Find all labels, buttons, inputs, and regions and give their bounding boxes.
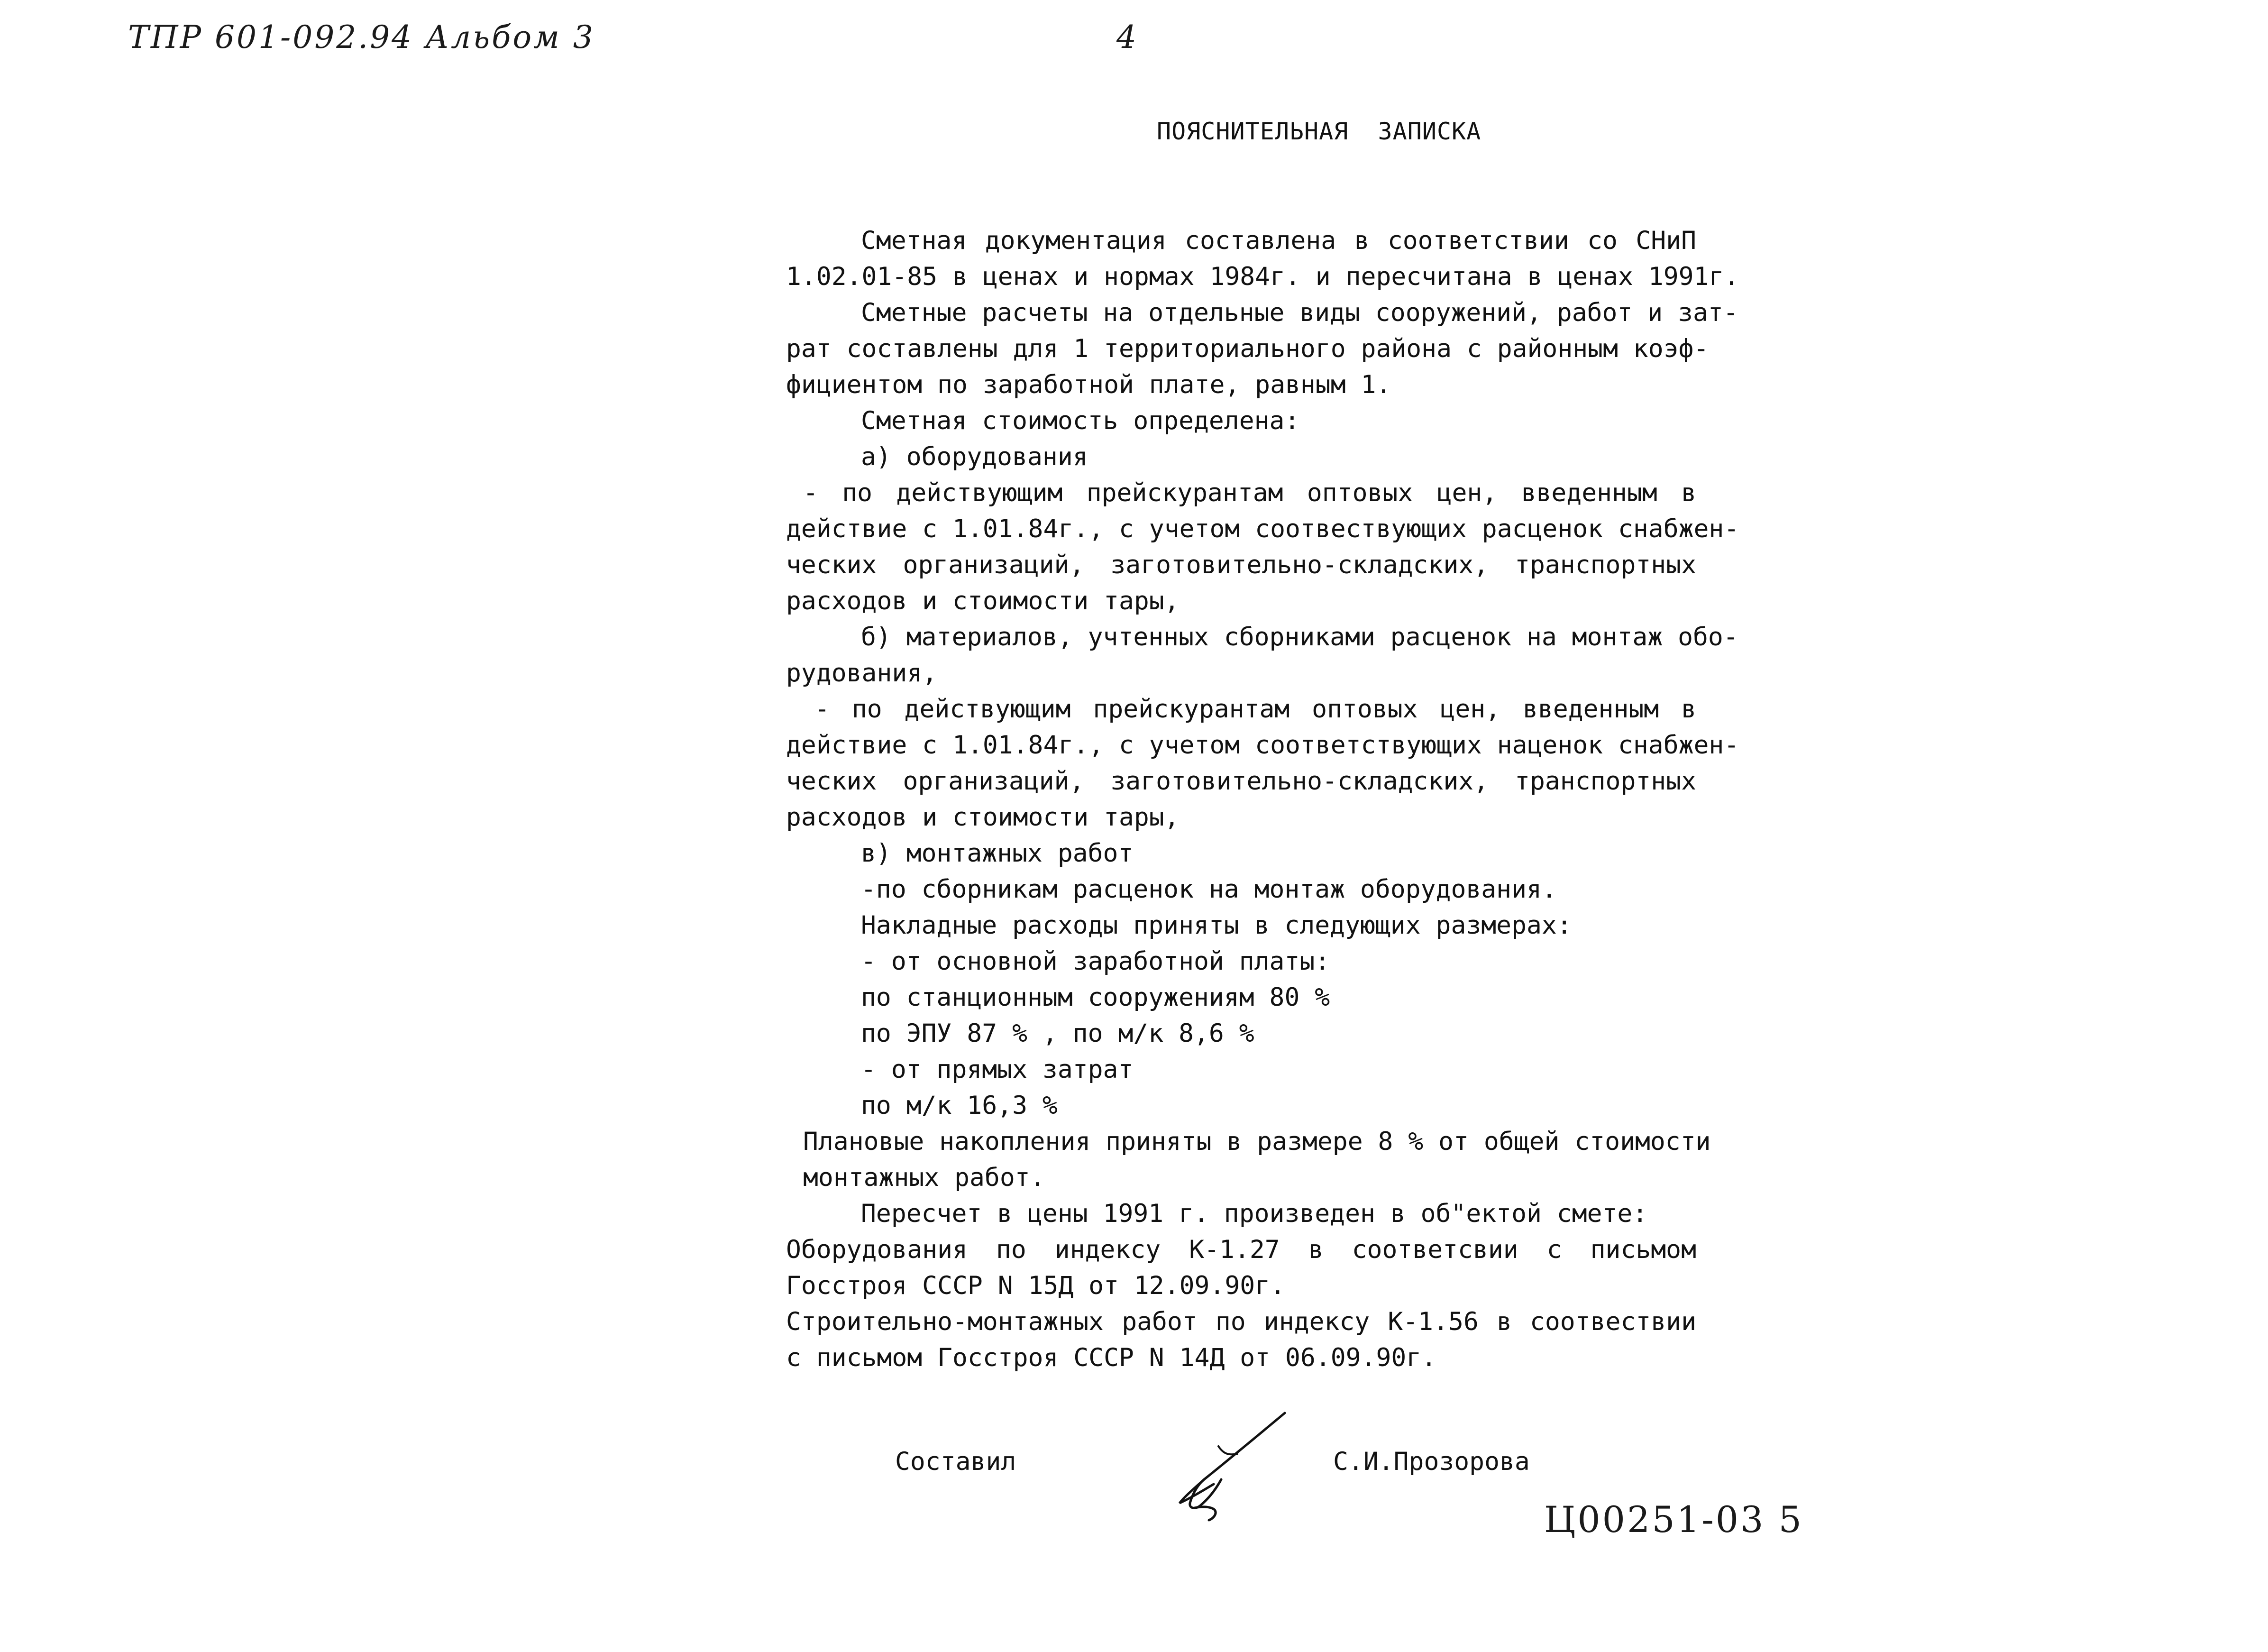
text-line: Сметные расчеты на отдельные виды сооружений, работ и зат- — [861, 298, 1738, 327]
text-line: Накладные расходы приняты в следующих размерах: — [861, 911, 1572, 940]
text-line: Оборудования по индексу К-1.27 в соответсвии с письмом — [786, 1235, 1696, 1264]
text-line: по ЭПУ 87 % , по м/к 8,6 % — [861, 1019, 1254, 1048]
text-line: действие с 1.01.84г., с учетом соответствующих наценок снабжен- — [786, 731, 1739, 760]
text-line: Плановые накопления приняты в размере 8 % от общей стоимости — [803, 1127, 1711, 1156]
text-line: расходов и стоимости тары, — [786, 803, 1180, 832]
text-line: - от основной заработной платы: — [861, 947, 1330, 976]
text-line: Сметная стоимость определена: — [861, 406, 1300, 435]
text-line: монтажных работ. — [803, 1163, 1045, 1192]
text-line: а) оборудования — [861, 442, 1088, 471]
text-line: 1.02.01-85 в ценах и нормах 1984г. и пересчитана в ценах 1991г. — [786, 262, 1739, 291]
text-line: рудования, — [786, 659, 938, 688]
text-line: Госстроя СССР N 15Д от 12.09.90г. — [786, 1271, 1285, 1300]
text-line: ческих организаций, заготовительно-складских, транспортных — [786, 767, 1696, 796]
text-line: Сметная документация составлена в соответствии со СНиП — [861, 226, 1696, 255]
text-line: - от прямых затрат — [861, 1055, 1134, 1084]
text-line: - по действующим прейскурантам оптовых цен, введенным в — [814, 695, 1696, 724]
archive-code: Ц00251-03 5 — [1544, 1498, 1803, 1541]
compiled-by-label: Составил — [895, 1447, 1016, 1476]
text-line: по м/к 16,3 % — [861, 1091, 1058, 1120]
text-line: Строительно-монтажных работ по индексу К-1.56 в соотвествии — [786, 1307, 1696, 1336]
text-line: ческих организаций, заготовительно-складских, транспортных — [786, 551, 1696, 579]
text-line: -по сборникам расценок на монтаж оборудования. — [861, 875, 1557, 904]
handwritten-signature — [1176, 1408, 1299, 1522]
text-line: с письмом Госстроя СССР N 14Д от 06.09.90г. — [786, 1343, 1437, 1372]
text-line: б) материалов, учтенных сборниками расценок на монтаж обо- — [861, 623, 1738, 652]
text-line: Пересчет в цены 1991 г. произведен в об"ектой смете: — [861, 1199, 1648, 1228]
text-line: рат составлены для 1 территориального района с районным коэф- — [786, 334, 1709, 363]
text-line: фициентом по заработной плате, равным 1. — [786, 370, 1391, 399]
text-line: - по действующим прейскурантам оптовых цен, введенным в — [803, 478, 1696, 507]
text-line: в) монтажных работ — [861, 839, 1134, 868]
text-line: по станционным сооружениям 80 % — [861, 983, 1330, 1012]
page-number: 4 — [1116, 19, 1136, 55]
document-reference: ТПР 601-092.94 Альбом 3 — [128, 19, 595, 55]
text-line: расходов и стоимости тары, — [786, 587, 1180, 615]
document-title: ПОЯСНИТЕЛЬНАЯ ЗАПИСКА — [1157, 118, 1482, 145]
text-line: действие с 1.01.84г., с учетом соотвествующих расценок снабжен- — [786, 514, 1739, 543]
compiler-name: С.И.Прозорова — [1333, 1447, 1530, 1476]
